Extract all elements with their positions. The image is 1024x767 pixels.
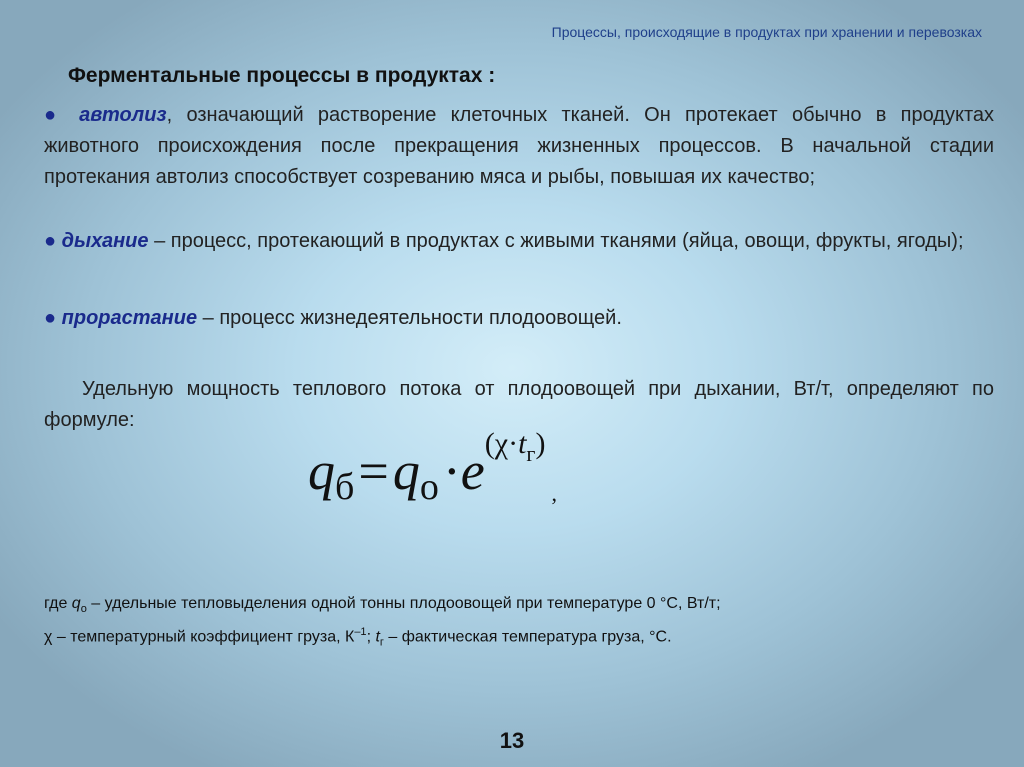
bullet-text: – процесс, протекающий в продуктах с живыми тканями (яйца, овощи, фрукты, ягоды); bbox=[148, 230, 964, 252]
notes-q-text: – удельные тепловыделения одной тонны плодоовощей при температуре 0 °С, Вт/т; bbox=[86, 595, 721, 612]
notes-t: t bbox=[375, 628, 380, 646]
bullet-term: прорастание bbox=[61, 307, 198, 329]
notes-q-sub: о bbox=[80, 603, 87, 616]
bullet-germination bbox=[44, 303, 994, 334]
formula-dot: · bbox=[442, 441, 461, 501]
notes-t-sub: г bbox=[379, 636, 384, 649]
notes-chi-sup: –1 bbox=[354, 626, 367, 639]
formula-comma: , bbox=[551, 481, 557, 506]
formula-sub-o: о bbox=[419, 466, 439, 508]
formula-notes bbox=[44, 592, 992, 655]
heat-flow-formula bbox=[308, 427, 557, 508]
bullet-icon: ● bbox=[44, 307, 57, 329]
notes-chi: χ bbox=[44, 628, 53, 646]
formula-e: e bbox=[460, 441, 485, 501]
formula-equals: = bbox=[358, 441, 389, 501]
notes-t-text: – фактическая температура груза, °С. bbox=[383, 628, 672, 646]
formula-t: t bbox=[518, 427, 527, 460]
bullet-icon: ● bbox=[44, 230, 57, 252]
slide-title: Ферментальные процессы в продуктах : bbox=[68, 64, 496, 87]
bullet-icon: ● bbox=[44, 104, 65, 126]
notes-chi-text: – температурный коэффициент груза, К bbox=[52, 628, 355, 646]
notes-q: q bbox=[71, 595, 81, 612]
formula-exp-close: ) bbox=[535, 427, 546, 460]
bullet-term: автолиз bbox=[79, 104, 167, 126]
slide-header: Процессы, происходящие в продуктах при хранении и перевозках bbox=[551, 24, 982, 40]
formula-sub-g: г bbox=[526, 441, 536, 466]
bullet-respiration bbox=[44, 226, 994, 257]
formula-intro: Удельную мощность теплового потока от плодоовощей при дыхании, Вт/т, определяют по формуле: bbox=[44, 378, 994, 431]
bullet-term: дыхание bbox=[61, 230, 149, 252]
formula-q: q bbox=[308, 441, 335, 501]
notes-semicolon: ; bbox=[366, 628, 376, 646]
notes-prefix: где bbox=[44, 595, 72, 612]
formula-q0: q bbox=[392, 441, 420, 501]
formula-exp-open: (χ· bbox=[484, 427, 519, 460]
bullet-autolysis bbox=[44, 100, 994, 193]
bullet-text: – процесс жизнедеятельности плодоовощей. bbox=[197, 307, 622, 329]
formula-exponent bbox=[484, 427, 546, 466]
bullet-text: , означающий растворение клеточных тканей. Он протекает обычно в продуктах животного происхождения после прекращения жизненных процессов. В начальной стадии протекания автолиз способствует созреванию мяса и рыбы, повышая их качество; bbox=[44, 104, 994, 188]
formula-sub-b: б bbox=[335, 466, 355, 508]
page-number: 13 bbox=[499, 728, 525, 753]
